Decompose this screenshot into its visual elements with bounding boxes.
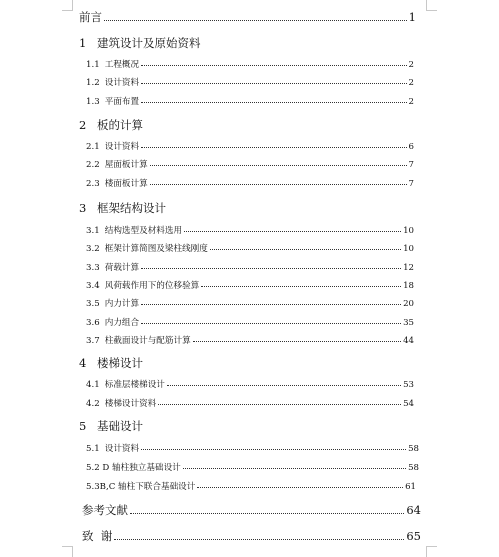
section-number: 4.2 [86,399,100,409]
dot-leader [193,340,401,342]
toc-chapter-2[interactable] [79,117,143,133]
section-number: 3.6 [86,318,100,328]
section-page: 10 [403,244,414,254]
dot-leader [114,538,404,540]
dot-leader [141,303,401,305]
dot-leader [104,19,407,21]
toc-page-number: 64 [406,503,421,517]
section-number: 2.2 [86,160,100,170]
dot-leader [141,64,406,66]
section-page: 20 [403,299,414,309]
toc-section[interactable] [86,334,414,346]
dot-leader [201,285,401,287]
chapter-number: 1 [79,36,87,50]
section-title: 内力计算 [104,299,140,309]
toc-section[interactable] [86,461,419,473]
section-title: 楼面板计算 [104,179,148,189]
toc-section[interactable] [86,158,414,170]
section-number: 5.3 [86,482,100,492]
section-number: 3.1 [86,226,100,236]
section-title: B,C 轴柱下联合基础设计 [99,482,196,492]
dot-leader [150,164,407,166]
dot-leader [158,403,401,405]
dot-leader [141,82,406,84]
dot-leader [130,512,404,514]
section-number: 3.5 [86,299,100,309]
section-title: 平面布置 [104,97,140,107]
section-title: 柱截面设计与配筋计算 [104,336,191,346]
section-page: 12 [403,263,414,273]
toc-section[interactable] [86,480,416,492]
toc-preface[interactable] [79,9,416,25]
section-title: 结构选型及材料选用 [104,226,183,236]
dot-leader [167,384,401,386]
section-number: 3.2 [86,244,100,254]
toc-entry-title: 前言 [79,10,102,24]
section-title: 设计资料 [104,142,140,152]
section-page: 58 [408,463,419,473]
chapter-title: 建筑设计及原始资料 [97,36,201,50]
dot-leader [184,230,401,232]
chapter-number: 2 [79,118,87,132]
toc-entry-title: 致 谢 [82,529,113,543]
toc-section[interactable] [86,442,419,454]
toc-section[interactable] [86,224,414,236]
section-number: 1.1 [86,60,100,70]
chapter-title: 框架结构设计 [97,201,166,215]
section-title: D 轴柱独立基础设计 [102,463,181,473]
section-page: 35 [403,318,414,328]
section-number: 1.3 [86,97,100,107]
section-page: 54 [403,399,414,409]
section-page: 53 [403,380,414,390]
section-title: 内力组合 [104,318,140,328]
toc-chapter-1[interactable] [79,35,201,51]
toc-references[interactable] [82,502,421,518]
section-number: 5.1 [86,444,100,454]
section-page: 18 [403,281,414,291]
dot-leader [141,267,401,269]
section-page: 6 [408,142,414,152]
toc-section[interactable] [86,261,414,273]
page-corner-mark [426,0,437,11]
dot-leader [141,448,406,450]
toc-chapter-5[interactable] [79,418,143,434]
section-page: 2 [408,60,414,70]
toc-section[interactable] [86,316,414,328]
toc-section[interactable] [86,378,414,390]
chapter-number: 3 [79,201,87,215]
toc-section[interactable] [86,279,414,291]
section-page: 2 [408,78,414,88]
dot-leader [183,467,406,469]
toc-entry-title: 参考文献 [82,503,128,517]
section-number: 3.3 [86,263,100,273]
dot-leader [141,322,401,324]
section-title: 标准层楼梯设计 [104,380,165,390]
toc-chapter-4[interactable] [79,355,143,371]
section-number: 1.2 [86,78,100,88]
dot-leader [141,101,406,103]
chapter-title: 楼梯设计 [97,356,143,370]
section-page: 7 [408,179,414,189]
toc-section[interactable] [86,177,414,189]
toc-page-number: 1 [408,10,416,24]
section-title: 框架计算简图及梁柱线刚度 [104,244,208,254]
toc-section[interactable] [86,140,414,152]
section-page: 61 [405,482,416,492]
page-corner-mark [426,546,437,557]
section-page: 7 [408,160,414,170]
dot-leader [150,183,407,185]
section-title: 荷载计算 [104,263,140,273]
chapter-number: 5 [79,419,87,433]
section-page: 2 [408,97,414,107]
section-title: 工程概况 [104,60,140,70]
section-number: 3.4 [86,281,100,291]
section-title: 设计资料 [104,444,140,454]
chapter-title: 基础设计 [97,419,143,433]
section-number: 4.1 [86,380,100,390]
toc-acknowledgements[interactable] [82,528,421,544]
toc-section[interactable] [86,297,414,309]
page-corner-mark [62,0,73,11]
section-page: 58 [408,444,419,454]
toc-section[interactable] [86,397,414,409]
chapter-number: 4 [79,356,87,370]
section-title: 楼梯设计资料 [104,399,157,409]
section-title: 屋面板计算 [104,160,148,170]
section-page: 10 [403,226,414,236]
section-number: 2.3 [86,179,100,189]
dot-leader [197,486,403,488]
toc-page-number: 65 [406,529,421,543]
toc-section[interactable] [86,95,414,107]
dot-leader [210,248,401,250]
section-number: 2.1 [86,142,100,152]
section-page: 44 [403,336,414,346]
toc-section[interactable] [86,58,414,70]
toc-section[interactable] [86,76,414,88]
dot-leader [141,146,406,148]
page-corner-mark [62,546,73,557]
section-title: 风荷载作用下的位移验算 [104,281,200,291]
toc-chapter-3[interactable] [79,200,166,216]
section-number: 3.7 [86,336,100,346]
section-title: 设计资料 [104,78,140,88]
section-number: 5.2 [86,463,100,473]
toc-section[interactable] [86,242,414,254]
chapter-title: 板的计算 [97,118,143,132]
